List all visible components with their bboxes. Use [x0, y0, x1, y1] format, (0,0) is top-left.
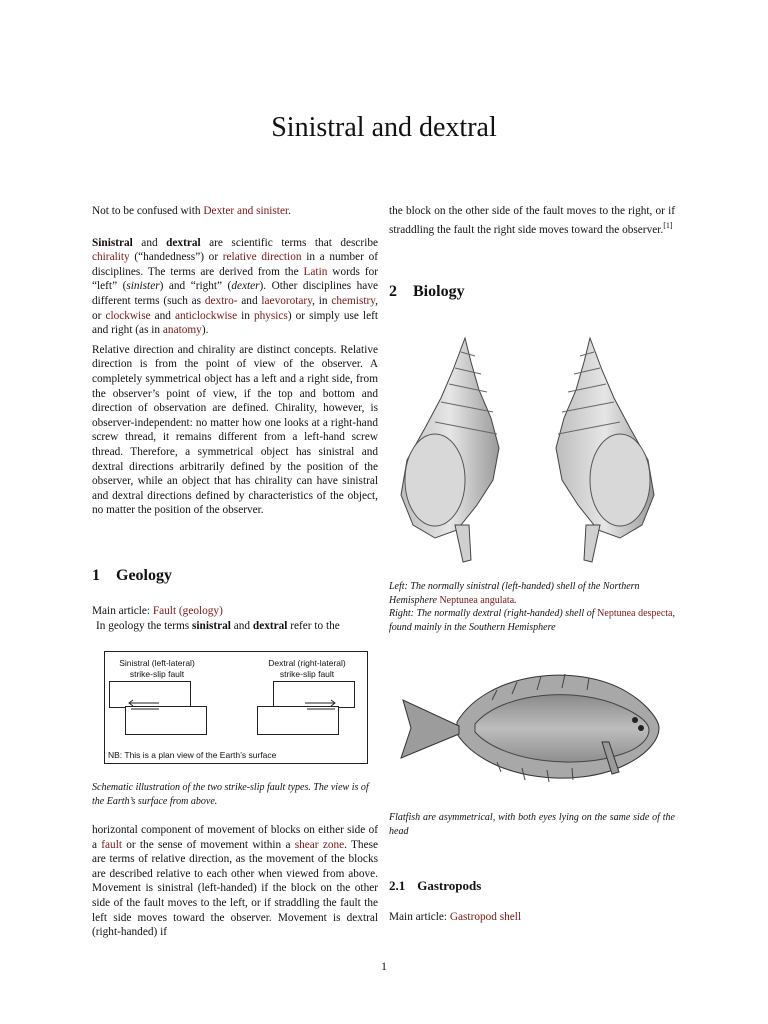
shells-illustration [395, 330, 675, 570]
fault-geology-link[interactable]: Fault (geology) [152, 605, 223, 617]
right-column-top [389, 204, 675, 237]
geology-lead: In geology the terms sinistral and dextral refer to the [96, 619, 340, 632]
relative-direction-link[interactable]: relative direction [222, 251, 302, 264]
flatfish-caption: Flatfish are asymmetrical, with both eyes lying on the same side of the head [389, 812, 675, 837]
page-title: Sinistral and dextral [271, 112, 497, 143]
dextral-arrows [301, 698, 341, 714]
geology-intro [92, 604, 378, 633]
geology-continued [92, 823, 378, 940]
shells-caption: Left: The normally sinistral (left-handed) shell of the Northern Hemisphere Neptunea angulata. Right: The normally dextral (right-handed) shell of Neptunea despecta, found mainly in the Southern Hemisphere [389, 581, 675, 633]
shear-zone-link[interactable]: shear zone [294, 838, 345, 851]
gastropod-shell-link[interactable]: Gastropod shell [449, 911, 522, 923]
biology-heading: 2 Biology [389, 283, 465, 300]
anticlockwise-link[interactable]: anticlockwise [174, 309, 238, 322]
chirality-link[interactable]: chirality [92, 251, 130, 264]
gastropods-main-article: Main article: Gastropod shell [389, 911, 522, 923]
dextral-shell [556, 338, 654, 562]
latin-link[interactable]: Latin [303, 265, 328, 278]
clockwise-link[interactable]: clockwise [105, 309, 151, 322]
intro-paragraph-1: Sinistral and dextral are scientific terms that describe chirality (“handedness”) or relative direction in a number of disciplines. The terms are derived from the Latin words for “left” (sinister) and “right” (dexter). Other disciplines have different terms (such as dextro- and laevorotary, in chemistry, or clockwise and anticlockwise in physics) or simply use left and right (as in anatomy). [92, 236, 378, 337]
sinistral-shell [401, 338, 499, 562]
sinistral-fault-label: Sinistral (left-lateral) strike-slip fault [119, 658, 195, 679]
fault-link[interactable]: fault [101, 838, 122, 851]
dextral-fault-label: Dextral (right-lateral) strike-slip fault [268, 658, 346, 679]
fish-eye-icon [632, 717, 638, 723]
geology-paragraph-continued: the block on the other side of the fault moves to the right, or if straddling the fault the right side moves toward the observer.[1] [389, 205, 675, 236]
geology-heading: 1 Geology [92, 567, 172, 584]
fault-diagram [104, 651, 368, 764]
geology-main-article: Main article: Fault (geology) [92, 605, 223, 617]
left-column [92, 204, 378, 518]
neptunea-despecta-link[interactable]: Neptunea despecta [597, 608, 673, 620]
dexter-sinister-link[interactable]: Dexter and sinister [203, 205, 289, 217]
dextro-link[interactable]: dextro- [204, 294, 238, 307]
intro-paragraph-2: Relative direction and chirality are distinct concepts. Relative direction is from the point of view of the observer. A completely symmetrical object has a left and a right side, from the observer’s point of view, if the top and bottom and direction of observation are defined. Chirality, however, is observer-independent: no matter how one looks at a right-hand screw thread, it remains different from a left-hand screw thread. Therefore, a symmetrical object has sinistral and dextral directions arbitrarily defined by the position of the observer, while an object that has chirality can have sinistral and dextral directions defined by characteristics of the object, no matter the position of the observer. [92, 343, 378, 517]
flatfish-illustration [397, 662, 667, 792]
page-number: 1 [381, 961, 387, 973]
physics-link[interactable]: physics [253, 309, 288, 322]
neptunea-angulata-link[interactable]: Neptunea angulata [439, 594, 515, 606]
plan-view-note: NB: This is a plan view of the Earth’s surface [108, 750, 277, 760]
laevorotary-link[interactable]: laevorotary [261, 294, 313, 307]
geology-paragraph: horizontal component of movement of blocks on either side of a fault or the sense of movement within a shear zone. These are terms of relative direction, as the movement of the blocks are described relative to each other when viewed from above. Movement is sinistral (left-handed) if the block on the other side of the fault moves to the left, or if straddling the fault the left side moves toward the observer. Movement is dextral (right-handed) if [92, 824, 378, 939]
sinistral-arrows [125, 698, 165, 714]
fault-figure-caption: Schematic illustration of the two strike-slip fault types. The view is of the Earth’s surface from above. [92, 782, 369, 807]
gastropods-heading: 2.1 Gastropods [389, 878, 482, 893]
citation-1[interactable]: [1] [663, 220, 673, 230]
anatomy-link[interactable]: anatomy [162, 324, 202, 337]
hatnote: Not to be confused with Dexter and sinister. [92, 205, 291, 217]
chemistry-link[interactable]: chemistry [331, 294, 376, 307]
